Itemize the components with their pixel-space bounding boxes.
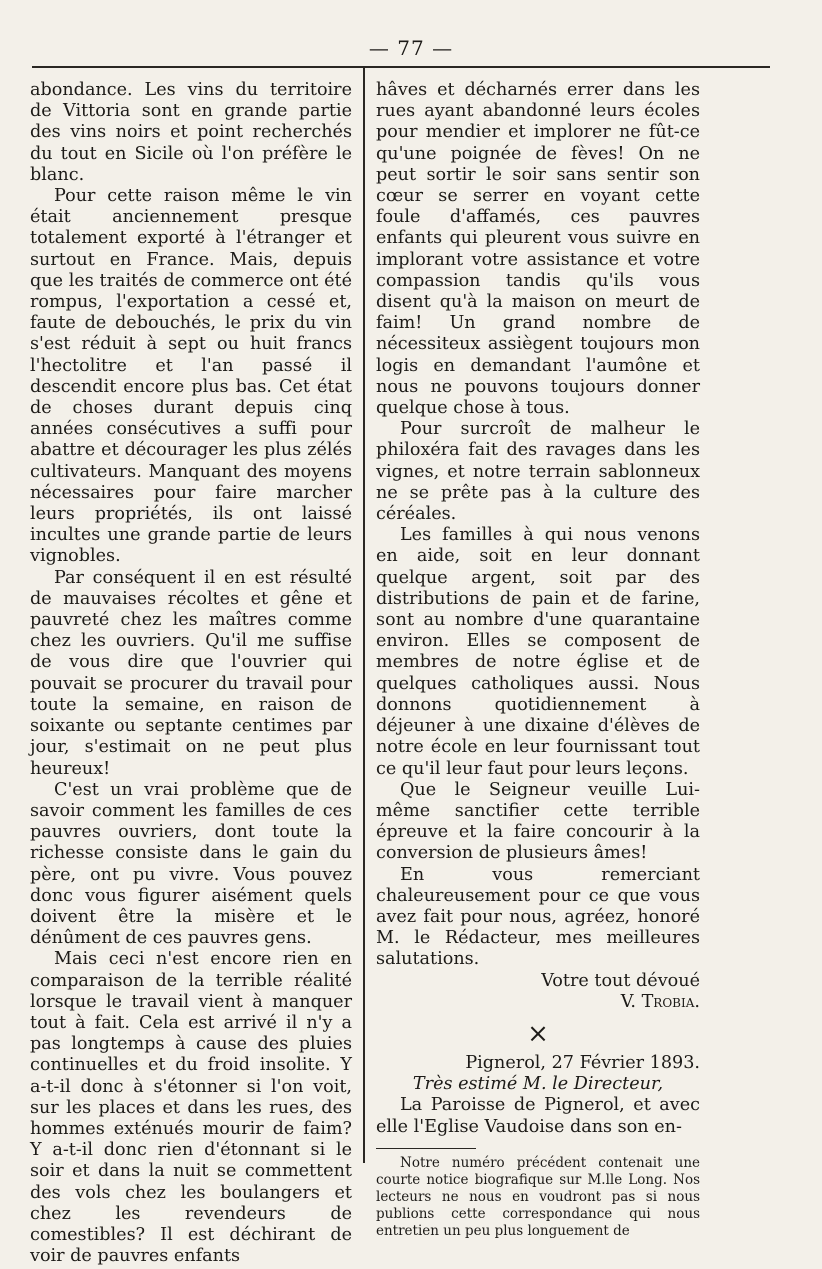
paragraph: Les familles à qui nous venons en aide, soit en leur donnant quelque argent, soit par des distributions de pain et de farine, sont au nombre d'une quarantaine environ. Elles se composent de membres de notre église et de quelques catholiques aussi. Nous donnons quotidiennement à déjeuner à une dixaine d'élèves de notre école en leur fournissant tout ce qu'il leur faut pour leurs leçons. xyxy=(376,525,700,779)
separator-cross: × xyxy=(527,1018,549,1049)
dateline: Pignerol, 27 Février 1893. xyxy=(465,1052,700,1073)
salutation: Très estimé M. le Directeur, xyxy=(412,1074,664,1095)
left-column xyxy=(30,80,352,1267)
page-number: — 77 — xyxy=(368,36,454,60)
header-rule xyxy=(32,66,770,68)
paragraph: Par conséquent il en est résulté de mauvaises récoltes et gêne et pauvreté chez les maîtres comme chez les ouvriers. Qu'il me suffise de vous dire que l'ouvrier qui pouvait se procurer du travail pour toute la semaine, en raison de soixante ou septante centimes par jour, s'estimait on ne peut plus heureux! xyxy=(30,567,352,779)
paragraph: hâves et décharnés errer dans les rues ayant abandonné leurs écoles pour mendier et implorer ne fût-ce qu'une poignée de fèves! On ne peut sortir le soir sans sentir son cœur se serrer en voyant cette foule d'affamés, ces pauvres enfants qui pleurent vous suivre en implorant votre assistance et votre compassion tandis qu'ils vous disent qu'à la maison on meurt de faim! Un grand nombre de nécessiteux assiègent toujours mon logis en demandant l'aumône et nous ne pouvons toujours donner quelque chose à tous. xyxy=(376,80,700,419)
footnote: Notre numéro précédent contenait une courte notice biografique sur M.lle Long. Nos lecteurs ne nous en voudront pas si nous publions cette correspondance qui nous entretien un peu plus longuement de xyxy=(376,1154,700,1239)
closing: Votre tout dévoué xyxy=(541,970,700,991)
paragraph: En vous remerciant chaleureusement pour ce que vous avez fait pour nous, agréez, honoré M. le Rédacteur, mes meilleures salutations. xyxy=(376,864,700,970)
footnote-rule xyxy=(376,1148,476,1149)
paragraph: Pour surcroît de malheur le philoxéra fait des ravages dans les vignes, et notre terrain sablonneux ne se prête pas à la culture des céréales. xyxy=(376,419,700,525)
paragraph: Mais ceci n'est encore rien en comparaison de la terrible réalité lorsque le travail vient à manquer tout à fait. Cela est arrivé il n'y a pas longtemps à cause des pluies continuelles et du froid insolite. Y a-t-il donc à s'étonner si l'on voit, sur les places et dans les rues, des hommes exténués mourir de faim? Y a-t-il donc rien d'étonnant si le soir et dans la nuit se commettent des vols chez les boulangers et chez les revendeurs de comestibles? Il est déchirant de voir de pauvres enfants xyxy=(30,949,352,1267)
paragraph: Que le Seigneur veuille Lui-même sanctifier cette terrible épreuve et la faire concourir à la conversion de plusieurs âmes! xyxy=(376,779,700,864)
right-column xyxy=(376,80,700,1240)
paragraph: C'est un vrai problème que de savoir comment les familles de ces pauvres ouvriers, dont toute la richesse consiste dans le gain du père, ont pu vivre. Vous pouvez donc vous figurer aisément quels doivent être la misère et le dénûment de ces pauvres gens. xyxy=(30,779,352,949)
paragraph: La Paroisse de Pignerol, et avec elle l'Eglise Vaudoise dans son en- xyxy=(376,1095,700,1137)
paragraph: Pour cette raison même le vin était anciennement presque totalement exporté à l'étranger et surtout en France. Mais, depuis que les traités de commerce ont été rompus, l'exportation a cessé et, faute de debouchés, le prix du vin s'est réduit à sept ou huit francs l'hectolitre et l'an passé il descendit encore plus bas. Cet état de choses durant depuis cinq années consécutives a suffi pour abattre et décourager les plus zélés cultivateurs. Manquant des moyens nécessaires pour faire marcher leurs propriétés, ils ont laissé incultes une grande partie de leurs vignobles. xyxy=(30,186,352,567)
column-divider xyxy=(363,68,365,1163)
signature: V. Trobia. xyxy=(620,991,700,1012)
paragraph: abondance. Les vins du territoire de Vittoria sont en grande partie des vins noirs et point recherchés du tout en Sicile où l'on préfère le blanc. xyxy=(30,80,352,185)
